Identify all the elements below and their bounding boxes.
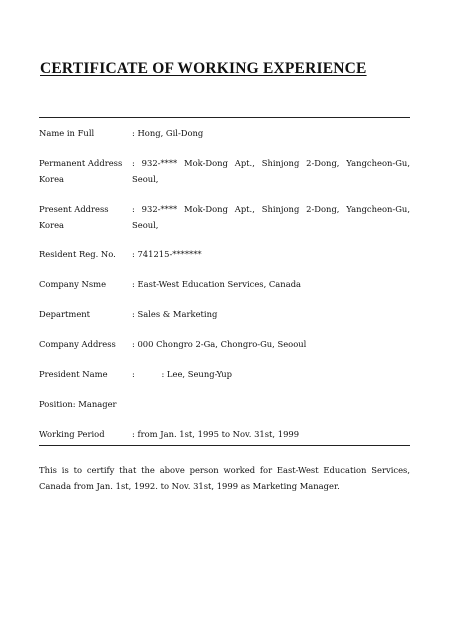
- field-label: Permanent Address: [39, 158, 123, 168]
- certification-statement: This is to certify that the above person worked for East-West Education Services, Canada from Jan. 1st, 1992. to Nov. 31st, 1999 as Marketing Manager.: [39, 465, 410, 491]
- field-value: : 932-**** Mok-Dong Apt., Shinjong 2-Dong, Yangcheon-Gu, Seoul,: [132, 204, 410, 230]
- field-label: Present Address: [39, 204, 109, 214]
- field-label: Working Period: [39, 429, 105, 439]
- field-value: : Sales & Marketing: [132, 309, 218, 319]
- field-value: : 000 Chongro 2-Ga, Chongro-Gu, Seooul: [132, 339, 307, 349]
- field-value: : : Lee, Seung-Yup: [132, 369, 233, 379]
- field-label: Resident Reg. No.: [39, 249, 116, 259]
- field-value: : Hong, Gil-Dong: [132, 128, 204, 138]
- top-divider: [39, 117, 410, 118]
- field-value-continuation: Korea: [39, 220, 65, 230]
- field-value-continuation: Korea: [39, 174, 65, 184]
- field-label: Name in Full: [39, 128, 95, 138]
- field-value: : 932-**** Mok-Dong Apt., Shinjong 2-Dong, Yangcheon-Gu, Seoul,: [132, 158, 410, 184]
- field-label: Company Address: [39, 339, 116, 349]
- field-label: President Name: [39, 369, 108, 379]
- certificate-title: CERTIFICATE OF WORKING EXPERIENCE: [40, 60, 367, 77]
- field-value: : from Jan. 1st, 1995 to Nov. 31st, 1999: [132, 429, 300, 439]
- bottom-divider: [39, 445, 410, 446]
- field-value: : East-West Education Services, Canada: [132, 279, 302, 289]
- field-value: : 741215-*******: [132, 249, 202, 259]
- field-label: Department: [39, 309, 91, 319]
- field-label: Position: Manager: [39, 399, 117, 409]
- field-label: Company Nsme: [39, 279, 107, 289]
